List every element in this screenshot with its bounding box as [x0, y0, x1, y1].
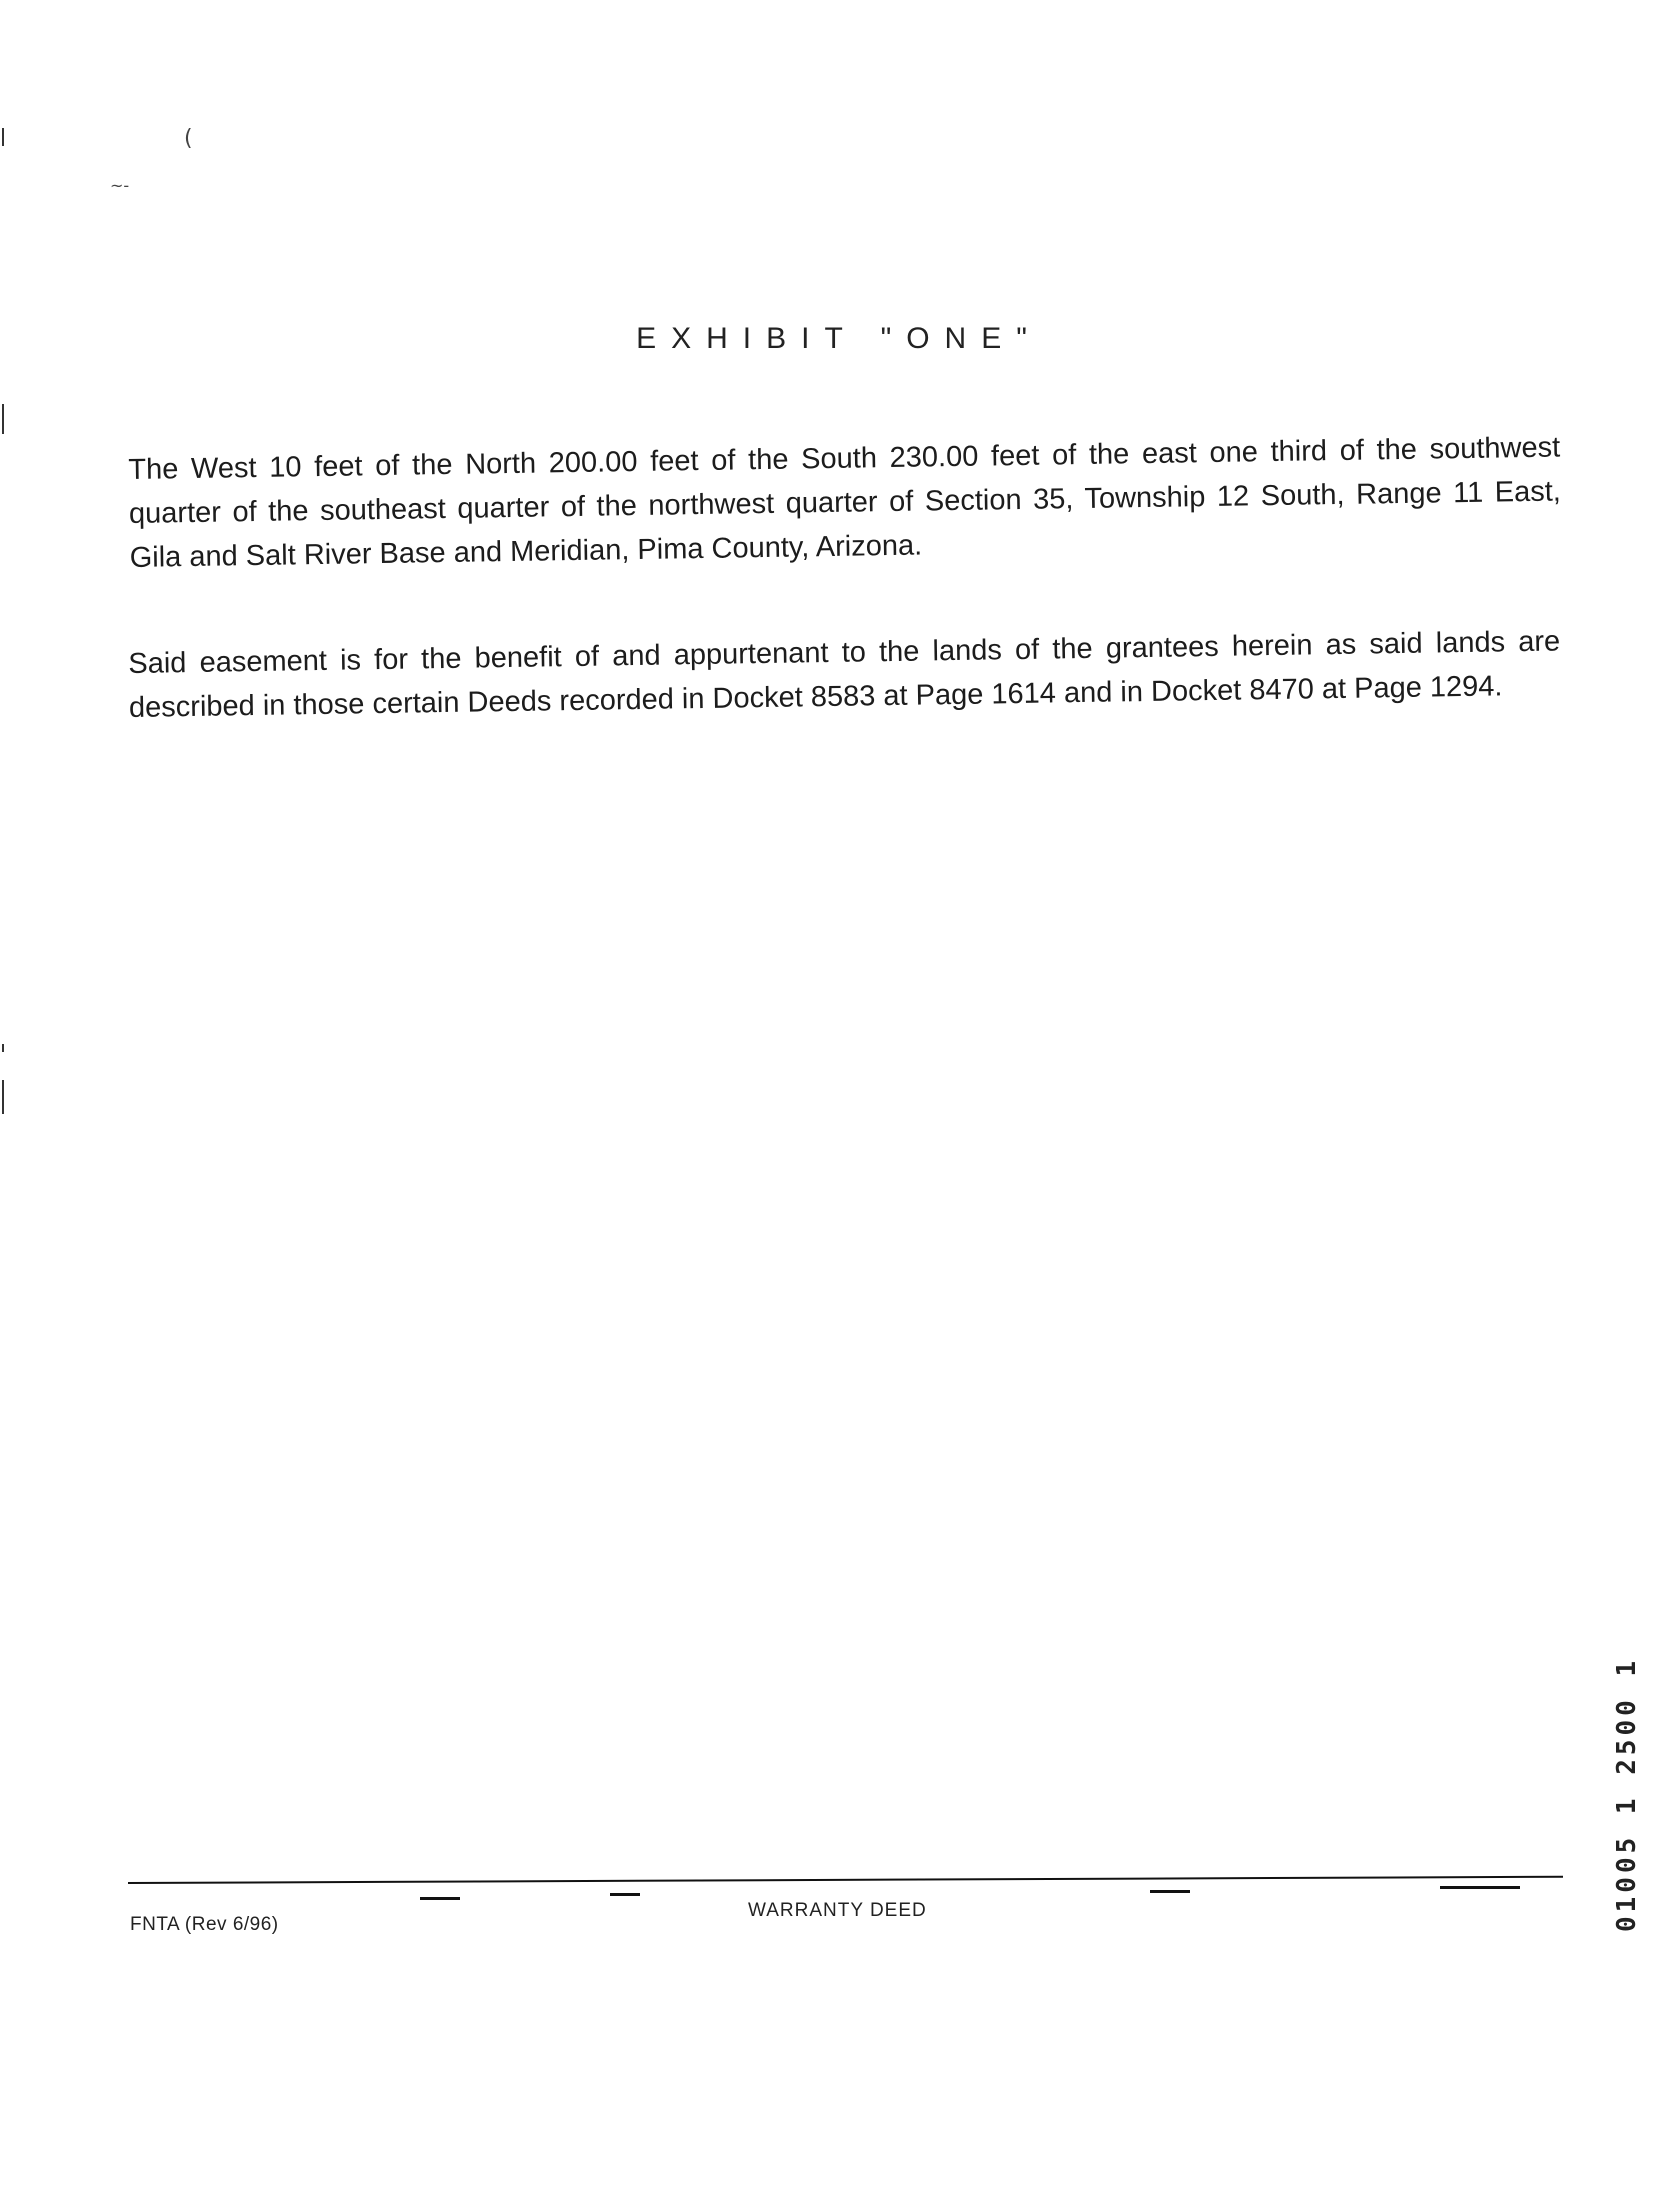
- scan-mark: [2, 404, 4, 434]
- scan-mark: [2, 1080, 4, 1114]
- footer-rule-segment: [610, 1893, 640, 1896]
- footer-rule: [128, 1876, 1563, 1884]
- exhibit-title: EXHIBIT "ONE": [636, 322, 1042, 355]
- scan-mark: [2, 128, 4, 146]
- recording-stamp: [1612, 1592, 1642, 1932]
- legal-description-paragraph: The West 10 feet of the North 200.00 feet of the South 230.00 feet of the east one third of the southwest quarter of the southeast quarter of the northwest quarter of Section 35, Township 12 South, Range 11 East, Gila and Salt River Base and Meridian, Pima County, Arizona.: [128, 431, 1562, 574]
- document-type-label: WARRANTY DEED: [748, 1900, 927, 1921]
- footer-rule-segment: [1150, 1890, 1190, 1893]
- footer-rule-segment: [420, 1897, 460, 1900]
- scan-speck: ~-: [110, 176, 130, 195]
- scan-speck: (: [184, 126, 193, 151]
- footer-rule-segment: [1440, 1886, 1520, 1889]
- recording-stamp-number: 01005 1 2500 1: [1612, 1656, 1642, 1932]
- scan-mark: [2, 1044, 4, 1052]
- form-id-label: FNTA (Rev 6/96): [130, 1914, 279, 1935]
- easement-note-paragraph: Said easement is for the benefit of and appurtenant to the lands of the grantees herein as said lands are described in those certain Deeds recorded in Docket 8583 at Page 1614 and in Docket 8470 at Page 1294.: [128, 625, 1561, 724]
